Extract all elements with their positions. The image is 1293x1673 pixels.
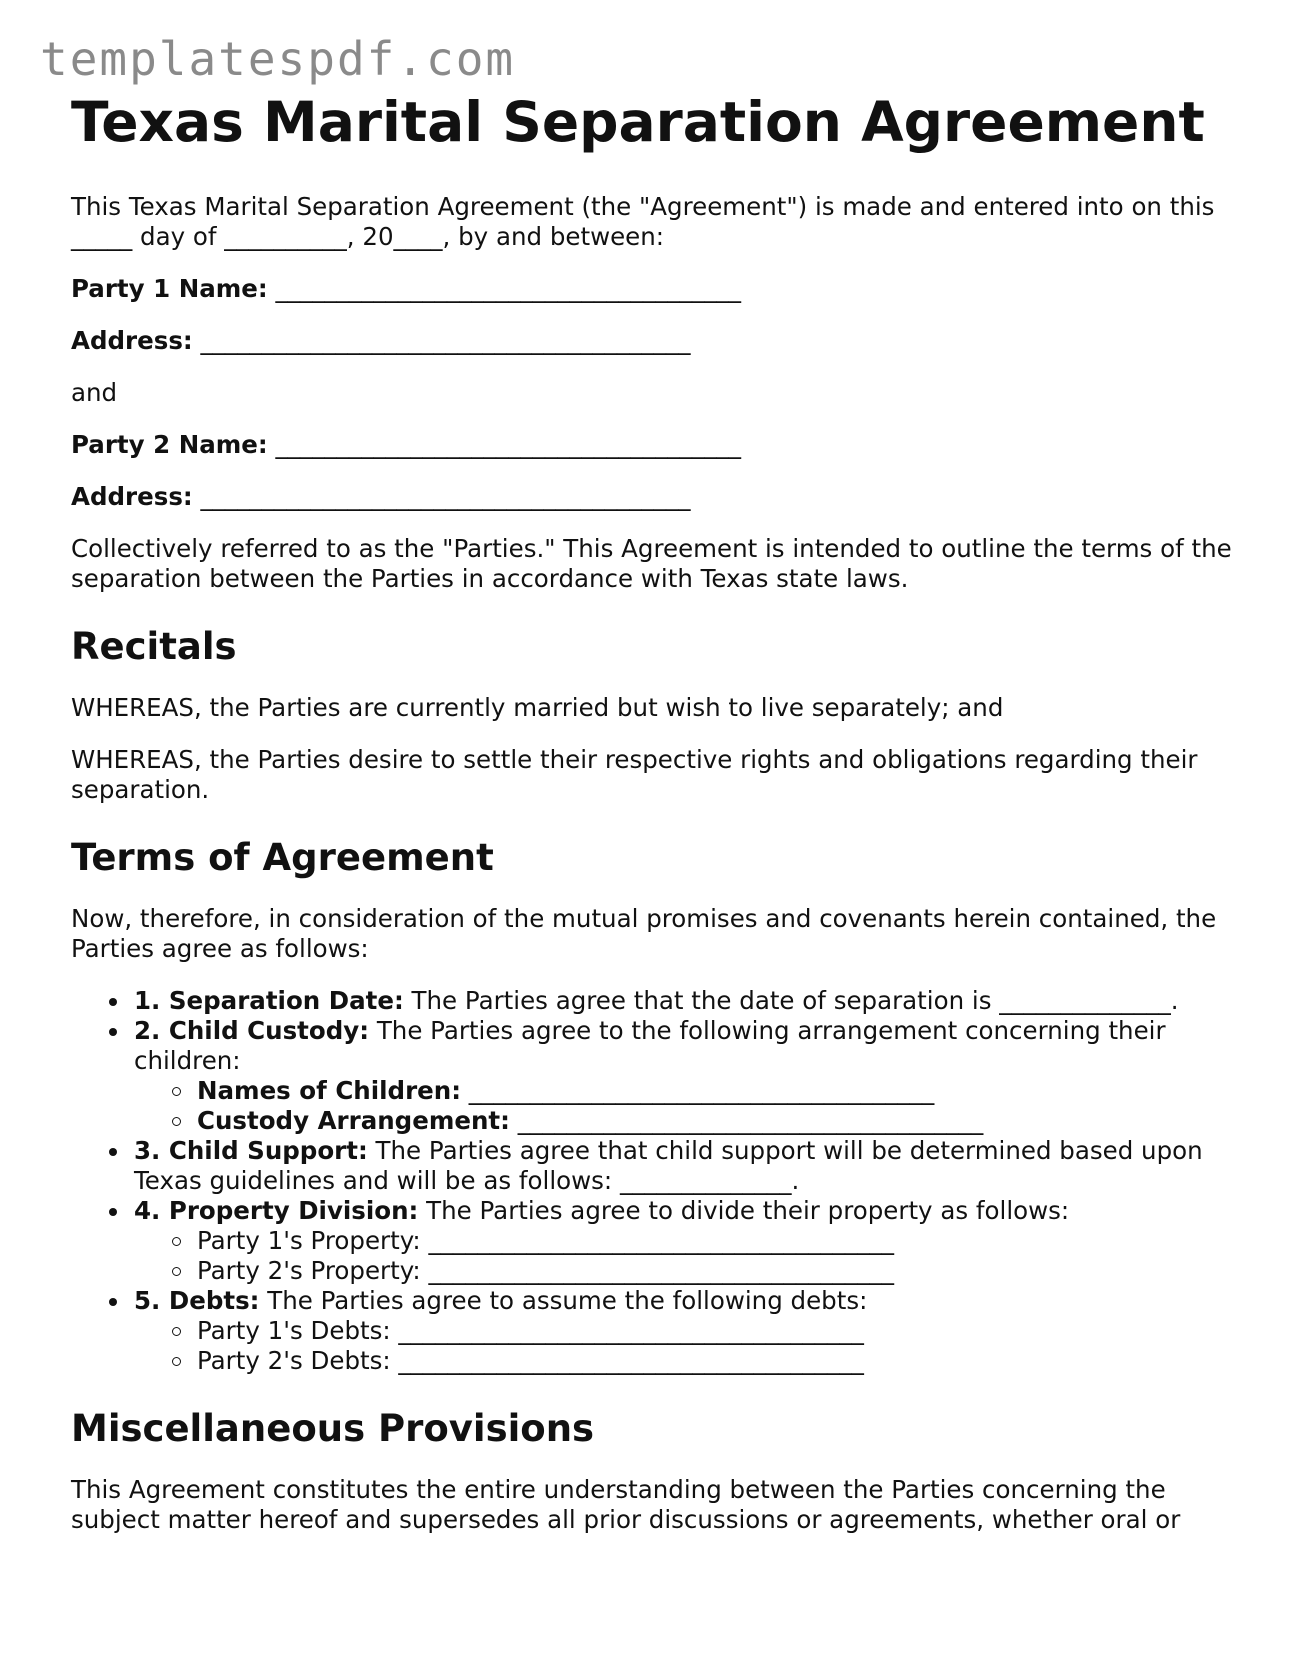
term-debts (71, 1286, 1251, 1376)
term-text: The Parties agree to the following arrangement concerning their children: (134, 1016, 1166, 1075)
terms-heading: Terms of Agreement (71, 836, 494, 879)
term-label: 1. Separation Date: (134, 986, 404, 1015)
page-title: Texas Marital Separation Agreement (71, 90, 1205, 154)
party1-address-line (71, 326, 1251, 356)
party1-address-label: Address: (71, 326, 193, 355)
intro-paragraph: This Texas Marital Separation Agreement (the "Agreement") is made and entered into on this _____ day of __________, 20____, by and between: (71, 192, 1215, 251)
names-of-children (134, 1076, 1251, 1106)
term-label: 5. Debts: (134, 1286, 260, 1315)
misc-paragraph: This Agreement constitutes the entire understanding between the Parties concerning the subject matter hereof and supersedes all prior discussions or agreements, whether oral or (71, 1475, 1181, 1534)
party2-name-blank: ______________________________________ (275, 430, 741, 459)
term-child-support (71, 1136, 1251, 1196)
party2-address-line (71, 482, 1251, 512)
party2-address-label: Address: (71, 482, 193, 511)
sub-blank: ______________________________________ (509, 1106, 984, 1135)
terms-intro: Now, therefore, in consideration of the mutual promises and covenants herein contained, the Parties agree as follows: (71, 904, 1217, 963)
party1-name-blank: ______________________________________ (275, 274, 741, 303)
terms-list (71, 986, 1251, 1376)
document (71, 88, 1251, 1535)
party1-address-blank: ________________________________________ (200, 326, 691, 355)
party1-name-label: Party 1 Name: (71, 274, 268, 303)
custody-arrangement (134, 1106, 1251, 1136)
party2-name-line (71, 430, 1251, 460)
party2-address-blank: ________________________________________ (200, 482, 691, 511)
term-property-division (71, 1196, 1251, 1286)
sub-label: Custody Arrangement: (197, 1106, 510, 1135)
watermark: templatespdf.com (40, 32, 516, 86)
term-child-custody (71, 1016, 1251, 1136)
term-text: The Parties agree to divide their property as follows: (418, 1196, 1070, 1225)
term-label: 4. Property Division: (134, 1196, 419, 1225)
party2-name-label: Party 2 Name: (71, 430, 268, 459)
sub-label: Names of Children: (197, 1076, 462, 1105)
misc-heading: Miscellaneous Provisions (71, 1407, 595, 1450)
term-label: 2. Child Custody: (134, 1016, 370, 1045)
custody-sublist (71, 1076, 1251, 1136)
recitals-heading: Recitals (71, 625, 237, 668)
term-text: The Parties agree that child support will be determined based upon Texas guidelines and will be as follows: ______________. (134, 1136, 1203, 1195)
collective-paragraph: Collectively referred to as the "Parties." This Agreement is intended to outline the terms of the separation between the Parties in accordance with Texas state laws. (71, 534, 1232, 593)
party1-debts: Party 1's Debts: ______________________________________ (134, 1316, 1251, 1346)
term-label: 3. Child Support: (134, 1136, 368, 1165)
debts-sublist (71, 1316, 1251, 1376)
term-text: The Parties agree that the date of separation is ______________. (403, 986, 1179, 1015)
party1-property: Party 1's Property: ______________________________________ (134, 1226, 1251, 1256)
property-sublist (71, 1226, 1251, 1286)
term-separation-date (71, 986, 1251, 1016)
party2-debts: Party 2's Debts: ______________________________________ (134, 1346, 1251, 1376)
sub-blank: ______________________________________ (461, 1076, 935, 1105)
whereas-1: WHEREAS, the Parties are currently married but wish to live separately; and (71, 693, 1004, 722)
party2-property: Party 2's Property: ______________________________________ (134, 1256, 1251, 1286)
term-text: The Parties agree to assume the following debts: (259, 1286, 868, 1315)
party1-name-line (71, 274, 1251, 304)
and-text: and (71, 378, 118, 407)
whereas-2: WHEREAS, the Parties desire to settle their respective rights and obligations regarding their separation. (71, 745, 1198, 804)
